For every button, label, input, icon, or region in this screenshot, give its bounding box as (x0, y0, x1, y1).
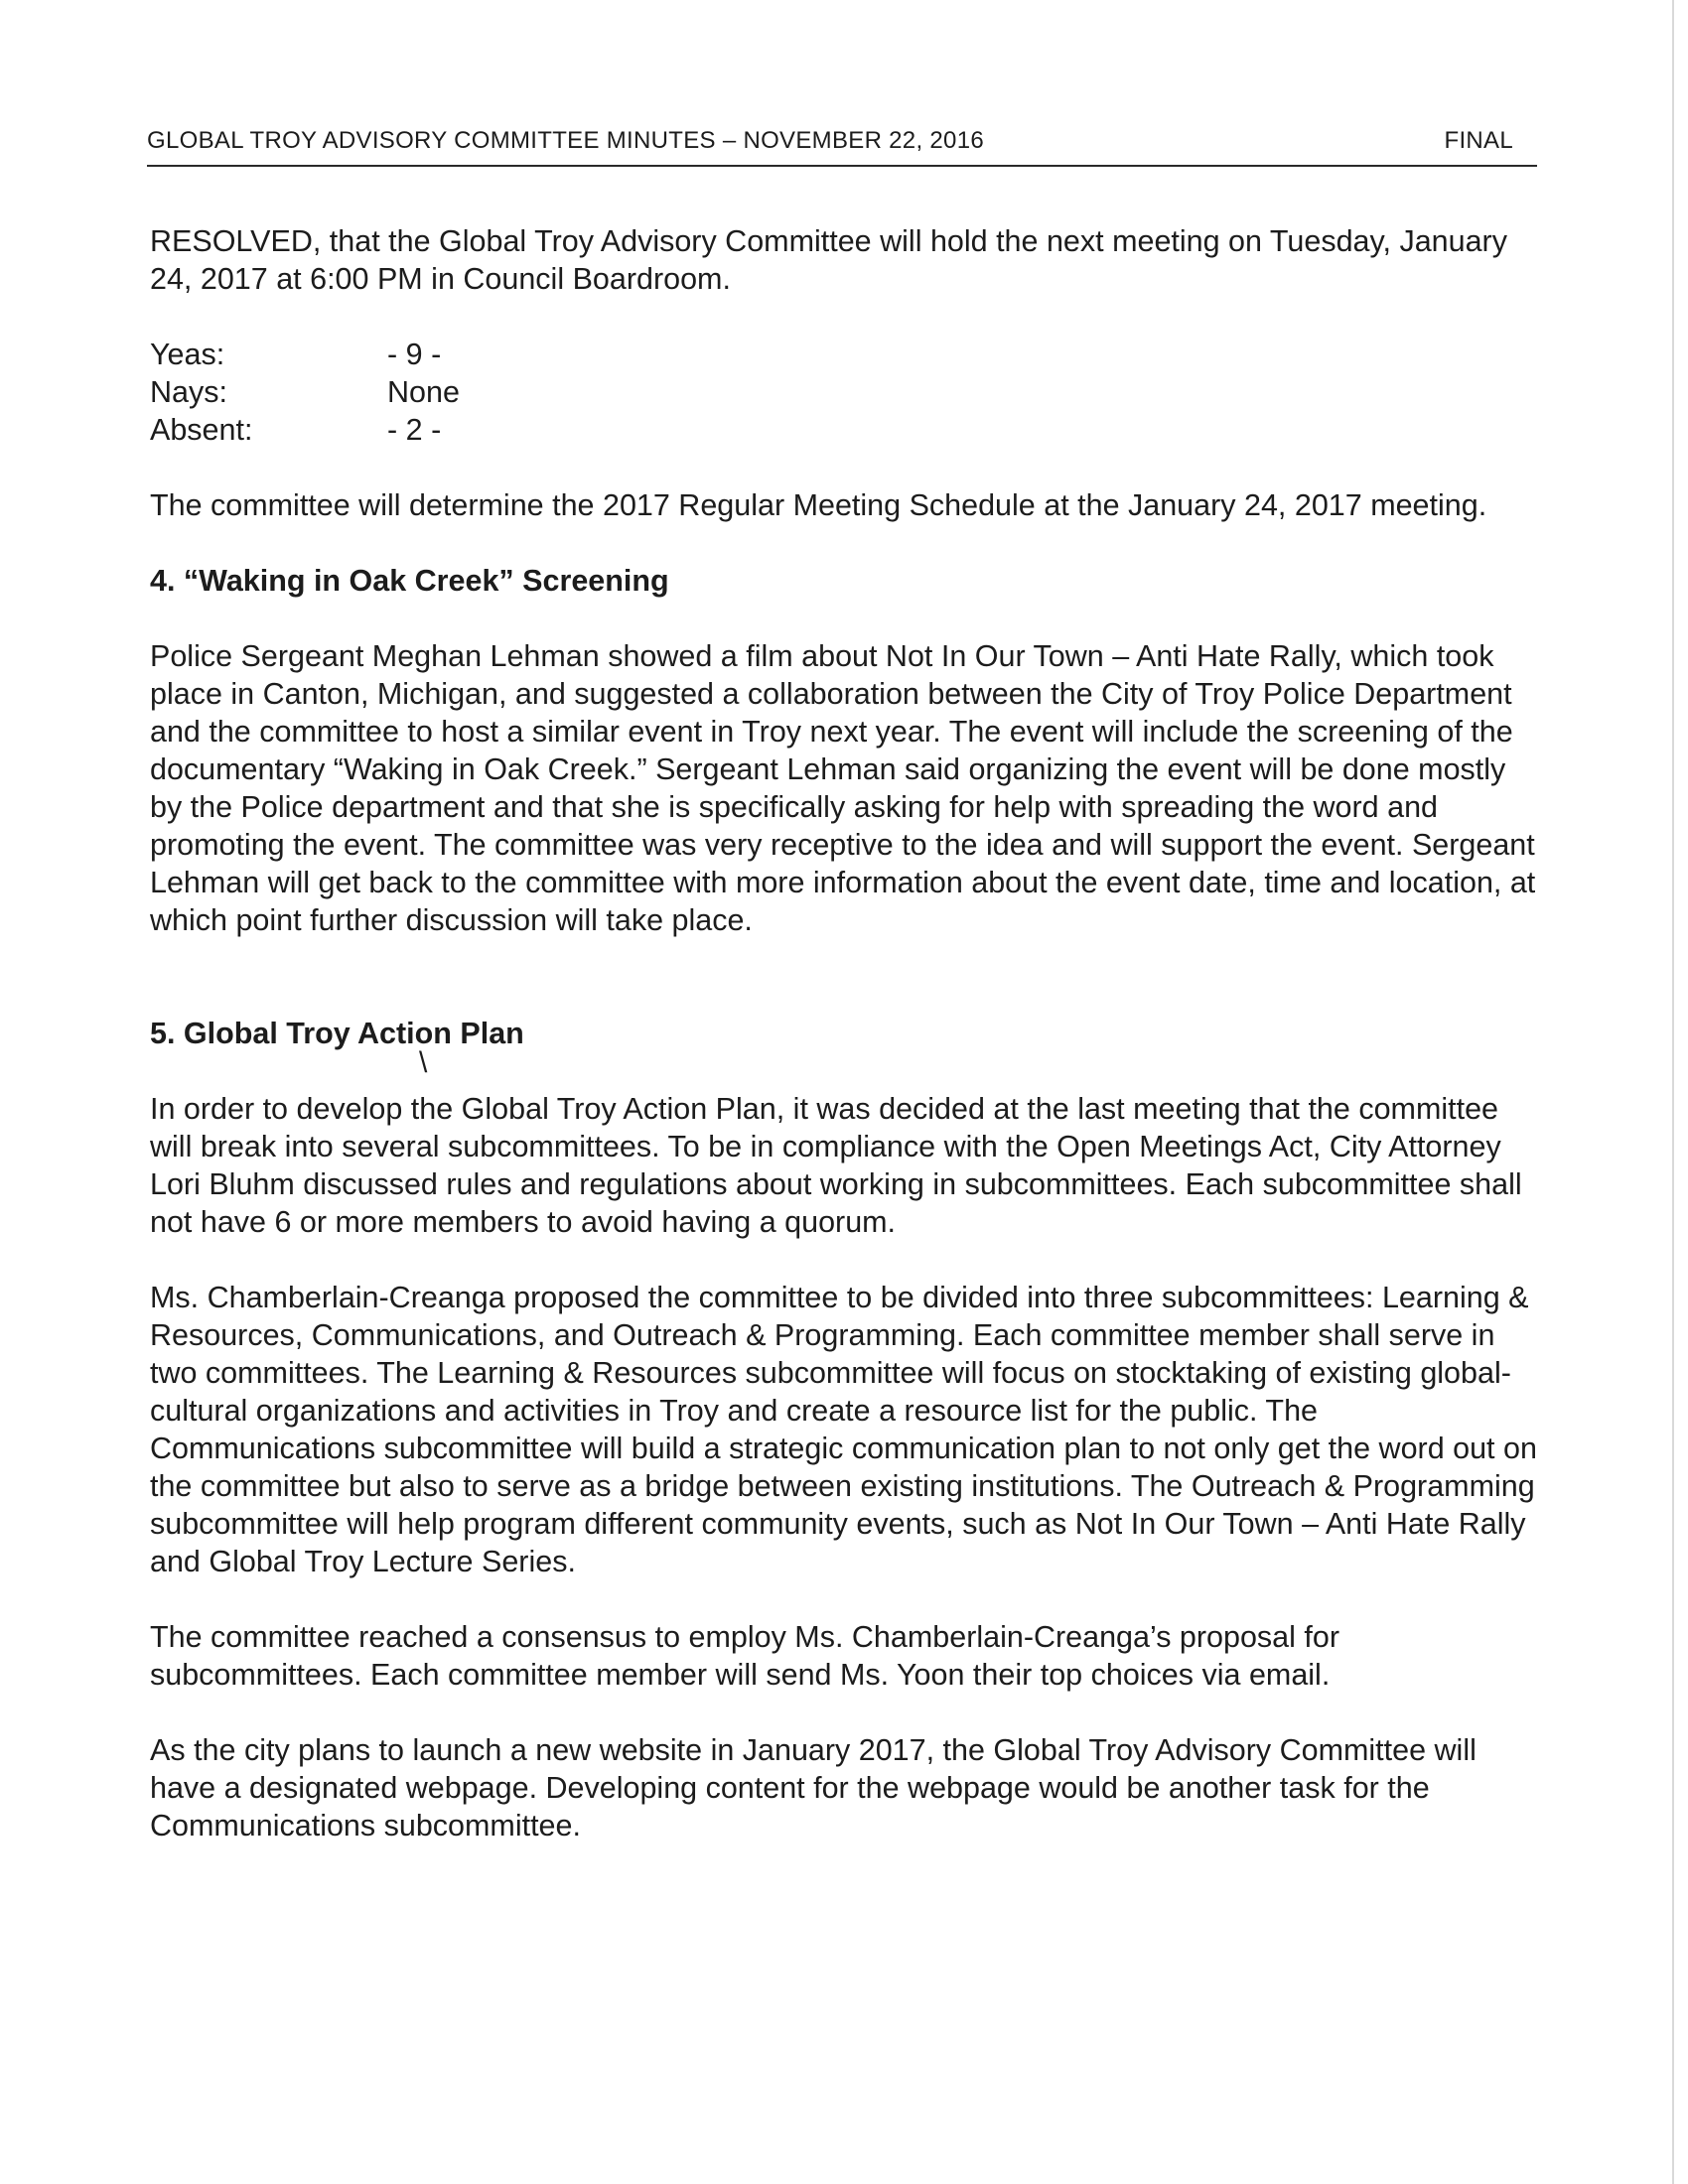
stray-pen-mark: \ (419, 1046, 428, 1079)
page-header (147, 125, 1537, 167)
schedule-note: The committee will determine the 2017 Regular Meeting Schedule at the January 24, 2017 meeting. (150, 488, 1487, 522)
section-5-paragraph: As the city plans to launch a new website in January 2017, the Global Troy Advisory Committee will have a designated webpage. Developing content for the webpage would be another task for the Communications subcommittee. (150, 1733, 1477, 1843)
section-5-paragraph: In order to develop the Global Troy Action Plan, it was decided at the last meeting that the committee will break into several subcommittees. To be in compliance with the Open Meetings Act, City Attorney Lori Bluhm discussed rules and regulations about working in subcommittees. Each subcommittee shall not have 6 or more members to avoid having a quorum. (150, 1092, 1522, 1239)
page-edge (1672, 0, 1674, 2184)
vote-row (150, 411, 460, 449)
vote-table (150, 336, 460, 449)
vote-value: - 2 - (387, 413, 442, 447)
resolution-text: RESOLVED, that the Global Troy Advisory Committee will hold the next meeting on Tuesday, January 24, 2017 at 6:00 PM in Council Boardroom. (150, 224, 1507, 296)
section-4-body: Police Sergeant Meghan Lehman showed a film about Not In Our Town – Anti Hate Rally, which took place in Canton, Michigan, and suggested a collaboration between the City of Troy Police Department and the committee to host a similar event in Troy next year. The event will include the screening of the documentary “Waking in Oak Creek.” Sergeant Lehman said organizing the event will be done mostly by the Police department and that she is specifically asking for help with spreading the word and promoting the event. The committee was very receptive to the idea and will support the event. Sergeant Lehman will get back to the committee with more information about the event date, time and location, at which point further discussion will take place. (150, 639, 1536, 937)
header-title: GLOBAL TROY ADVISORY COMMITTEE MINUTES – NOVEMBER 22, 2016 (147, 127, 984, 154)
vote-label: Yeas: (150, 338, 225, 371)
header-status: FINAL (1444, 127, 1513, 154)
vote-label: Nays: (150, 375, 227, 409)
section-5-heading: 5. Global Troy Action Plan (150, 1017, 524, 1050)
section-4-heading: 4. “Waking in Oak Creek” Screening (150, 564, 669, 598)
section-5-paragraph: The committee reached a consensus to employ Ms. Chamberlain-Creanga’s proposal for subcommittees. Each committee member will send Ms. Yoon their top choices via email. (150, 1620, 1339, 1692)
vote-value: None (387, 375, 460, 409)
vote-row (150, 336, 460, 373)
vote-label: Absent: (150, 413, 253, 447)
vote-row (150, 373, 460, 411)
vote-value: - 9 - (387, 338, 442, 371)
section-5-paragraph: Ms. Chamberlain-Creanga proposed the committee to be divided into three subcommittees: Learning & Resources, Communications, and Outreach & Programming. Each committee member shall serve in two committees. The Learning & Resources subcommittee will focus on stocktaking of existing global-cultural organizations and activities in Troy and create a resource list for the public. The Communications subcommittee will build a strategic communication plan to not only get the word out on the committee but also to serve as a bridge between existing institutions. The Outreach & Programming subcommittee will help program different community events, such as Not In Our Town – Anti Hate Rally and Global Troy Lecture Series. (150, 1281, 1537, 1578)
document-body (150, 222, 1540, 1844)
